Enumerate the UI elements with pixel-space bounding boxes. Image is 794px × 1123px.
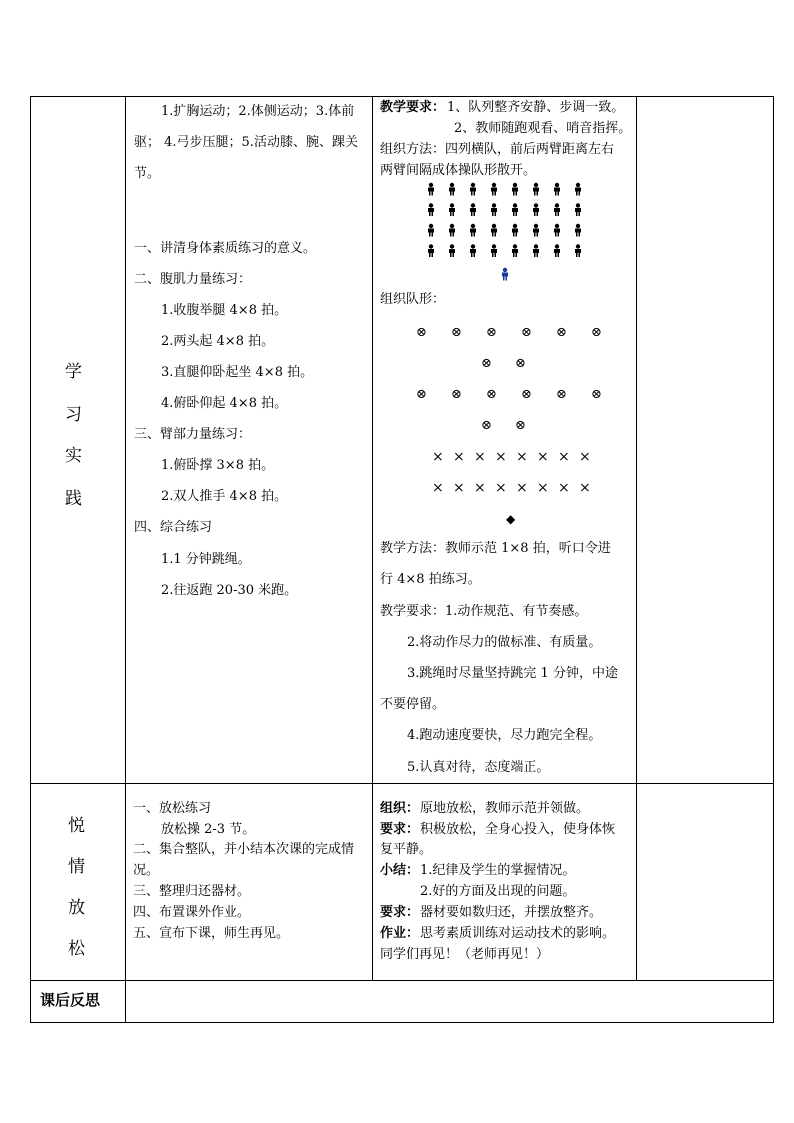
study-req-1: 1、队列整齐安静、步调一致。 — [447, 100, 625, 115]
formation-cross-marker: × — [432, 480, 444, 496]
section-label-study-char-1: 学 — [65, 362, 82, 382]
teacher-figure-icon — [502, 268, 508, 281]
section-label-relax-char-1: 悦 — [68, 816, 85, 836]
formation-circle-marker: ⊗ — [515, 418, 526, 433]
student-figure-icon — [512, 224, 518, 237]
relax-req-text-2: 复平静。 — [380, 842, 433, 857]
study-req2-1: 教学要求：1.动作规范、有节奏感。 — [380, 604, 588, 619]
table-divider-2 — [30, 980, 774, 981]
table-column-line-1 — [125, 96, 126, 1023]
study-content-line: 2.两头起 4×8 拍。 — [161, 334, 275, 349]
study-req2-2: 2.将动作尽力的做标准、有质量。 — [407, 635, 602, 650]
relax-goodbye: 同学们再见！（老师再见！） — [380, 947, 550, 962]
relax-org-label: 组织： — [380, 801, 420, 816]
formation-circle-marker: ⊗ — [591, 387, 602, 402]
student-figure-icon — [554, 183, 560, 196]
section-label-study-char-4: 践 — [65, 489, 82, 509]
student-figure-icon — [554, 224, 560, 237]
formation-circle-marker: ⊗ — [556, 387, 567, 402]
study-method-1: 教学方法：教师示范 1×8 拍，听口令进 — [380, 541, 611, 556]
relax-req-label: 要求： — [380, 822, 420, 837]
study-req2-6: 5.认真对待，态度端正。 — [407, 760, 550, 775]
study-org-1: 组织方法：四列横队，前后两臂距离左右 — [380, 142, 615, 157]
relax-homework-text: 思考素质训练对运动技术的影响。 — [420, 926, 616, 941]
student-figure-icon — [428, 183, 434, 196]
student-figure-icon — [512, 244, 518, 257]
formation-circle-marker: ⊗ — [481, 418, 492, 433]
student-figure-icon — [470, 183, 476, 196]
section-label-relax-char-4: 松 — [68, 939, 85, 959]
formation-circle-marker: ⊗ — [591, 325, 602, 340]
student-figure-icon — [575, 244, 581, 257]
study-req-label: 教学要求： — [380, 100, 446, 115]
student-figure-icon — [512, 203, 518, 216]
formation-cross-marker: × — [432, 449, 444, 465]
student-figure-icon — [575, 203, 581, 216]
formation-circle-marker: ⊗ — [521, 387, 532, 402]
study-content-line: 1.收腹举腿 4×8 拍。 — [161, 303, 288, 318]
study-content-line: 一、讲清身体素质练习的意义。 — [134, 241, 317, 256]
student-figure-icon — [512, 183, 518, 196]
student-figure-icon — [428, 244, 434, 257]
student-figure-icon — [449, 244, 455, 257]
table-border-left — [30, 96, 31, 1023]
formation-cross-marker: × — [579, 480, 591, 496]
formation-circle-marker: ⊗ — [416, 325, 427, 340]
study-method-2: 行 4×8 拍练习。 — [380, 572, 481, 587]
formation-circle-marker: ⊗ — [451, 325, 462, 340]
table-border-top — [30, 96, 774, 97]
formation-circle-marker: ⊗ — [556, 325, 567, 340]
relax-content-line: 一、放松练习 — [133, 801, 212, 816]
study-content-line: 节。 — [134, 166, 161, 181]
student-figure-icon — [491, 183, 497, 196]
formation-cross-marker: × — [453, 480, 465, 496]
study-content-line: 3.直腿仰卧起坐 4×8 拍。 — [161, 365, 314, 380]
formation-circle-marker: ⊗ — [486, 325, 497, 340]
formation-circle-marker: ⊗ — [451, 387, 462, 402]
formation-cross-marker: × — [537, 449, 549, 465]
formation-cross-marker: × — [537, 480, 549, 496]
student-figure-icon — [554, 203, 560, 216]
student-figure-icon — [533, 183, 539, 196]
study-content-line: 2.往返跑 20-30 米跑。 — [161, 583, 298, 598]
formation-cross-marker: × — [558, 449, 570, 465]
relax-content-line: 三、整理归还器材。 — [133, 884, 251, 899]
relax-req2-label: 要求： — [380, 905, 420, 920]
section-label-relax-char-2: 情 — [68, 857, 85, 877]
formation-cross-marker: × — [453, 449, 465, 465]
study-content-line: 1.俯卧撑 3×8 拍。 — [161, 458, 275, 473]
formation-cross-marker: × — [516, 449, 528, 465]
formation-label: 组织队形： — [380, 292, 446, 307]
relax-req-text-1: 积极放松，全身心投入，使身体恢 — [420, 822, 616, 837]
relax-content-line: 放松操 2-3 节。 — [161, 822, 256, 837]
student-figure-icon — [449, 183, 455, 196]
formation-circle-marker: ⊗ — [515, 356, 526, 371]
reflection-content-cell[interactable] — [127, 982, 772, 1021]
study-content-line: 4.俯卧仰起 4×8 拍。 — [161, 396, 288, 411]
study-content-line: 2.双人推手 4×8 拍。 — [161, 489, 288, 504]
student-figure-icon — [428, 203, 434, 216]
formation-cross-marker: × — [474, 480, 486, 496]
formation-circle-marker: ⊗ — [521, 325, 532, 340]
gymnastics-formation-figure — [420, 180, 590, 284]
student-figure-icon — [470, 203, 476, 216]
study-req-2: 2、教师随跑观看、哨音指挥。 — [454, 121, 632, 136]
relax-summary-2: 2.好的方面及出现的问题。 — [420, 884, 576, 899]
formation-circle-marker: ⊗ — [416, 387, 427, 402]
formation-cross-marker: × — [516, 480, 528, 496]
relax-org-text: 原地放松，教师示范并领做。 — [420, 801, 590, 816]
relax-content-line: 况。 — [133, 863, 160, 878]
student-figure-icon — [575, 183, 581, 196]
section-label-relax-char-3: 放 — [68, 898, 85, 918]
study-content-line: 驱； 4.弓步压腿；5.活动膝、腕、踝关 — [134, 135, 358, 150]
relax-summary-label: 小结： — [380, 863, 420, 878]
formation-cross-marker: × — [579, 449, 591, 465]
table-column-line-3 — [636, 96, 637, 981]
section-label-study-char-2: 习 — [65, 405, 82, 425]
student-figure-icon — [575, 224, 581, 237]
student-figure-icon — [533, 244, 539, 257]
table-divider-1 — [30, 783, 774, 784]
relax-content-line: 四、布置课外作业。 — [133, 905, 251, 920]
reflection-label: 课后反思 — [40, 991, 101, 1009]
formation-cross-marker: × — [495, 449, 507, 465]
study-content-line: 1.1 分钟跳绳。 — [161, 552, 251, 567]
student-figure-icon — [470, 224, 476, 237]
relax-req2-text: 器材要如数归还，并摆放整齐。 — [420, 905, 603, 920]
study-req2-3: 3.跳绳时尽量坚持跳完 1 分钟，中途 — [407, 666, 618, 681]
student-figure-icon — [491, 244, 497, 257]
formation-circle-marker: ⊗ — [481, 356, 492, 371]
student-figure-icon — [449, 203, 455, 216]
student-figure-icon — [533, 224, 539, 237]
study-content-line: 二、腹肌力量练习： — [134, 272, 252, 287]
relax-content-line: 五、宣布下课，师生再见。 — [133, 926, 290, 941]
study-content-line: 1.扩胸运动；2.体侧运动；3.体前 — [161, 104, 355, 119]
student-figure-icon — [533, 203, 539, 216]
study-content-line: 四、综合练习 — [134, 520, 213, 535]
student-figure-icon — [449, 224, 455, 237]
student-figure-icon — [470, 244, 476, 257]
table-border-right — [773, 96, 774, 1023]
relax-content-line: 二、集合整队，并小结本次课的完成情 — [133, 842, 355, 857]
student-figure-icon — [554, 244, 560, 257]
table-border-bottom — [30, 1022, 774, 1023]
teacher-position-marker: ◆ — [506, 512, 516, 526]
formation-circle-marker: ⊗ — [486, 387, 497, 402]
study-req2-4: 不要停留。 — [380, 697, 446, 712]
study-req2-5: 4.跑动速度要快，尽力跑完全程。 — [407, 728, 602, 743]
study-content-line: 三、臂部力量练习： — [134, 427, 252, 442]
formation-cross-marker: × — [495, 480, 507, 496]
table-column-line-2 — [372, 96, 373, 981]
formation-cross-marker: × — [558, 480, 570, 496]
student-figure-icon — [491, 203, 497, 216]
student-figure-icon — [491, 224, 497, 237]
relax-homework-label: 作业： — [380, 926, 420, 941]
section-label-study-char-3: 实 — [65, 446, 82, 466]
relax-summary-1: 1.纪律及学生的掌握情况。 — [420, 863, 576, 878]
formation-cross-marker: × — [474, 449, 486, 465]
study-org-2: 两臂间隔成体操队形散开。 — [380, 163, 537, 178]
student-figure-icon — [428, 224, 434, 237]
